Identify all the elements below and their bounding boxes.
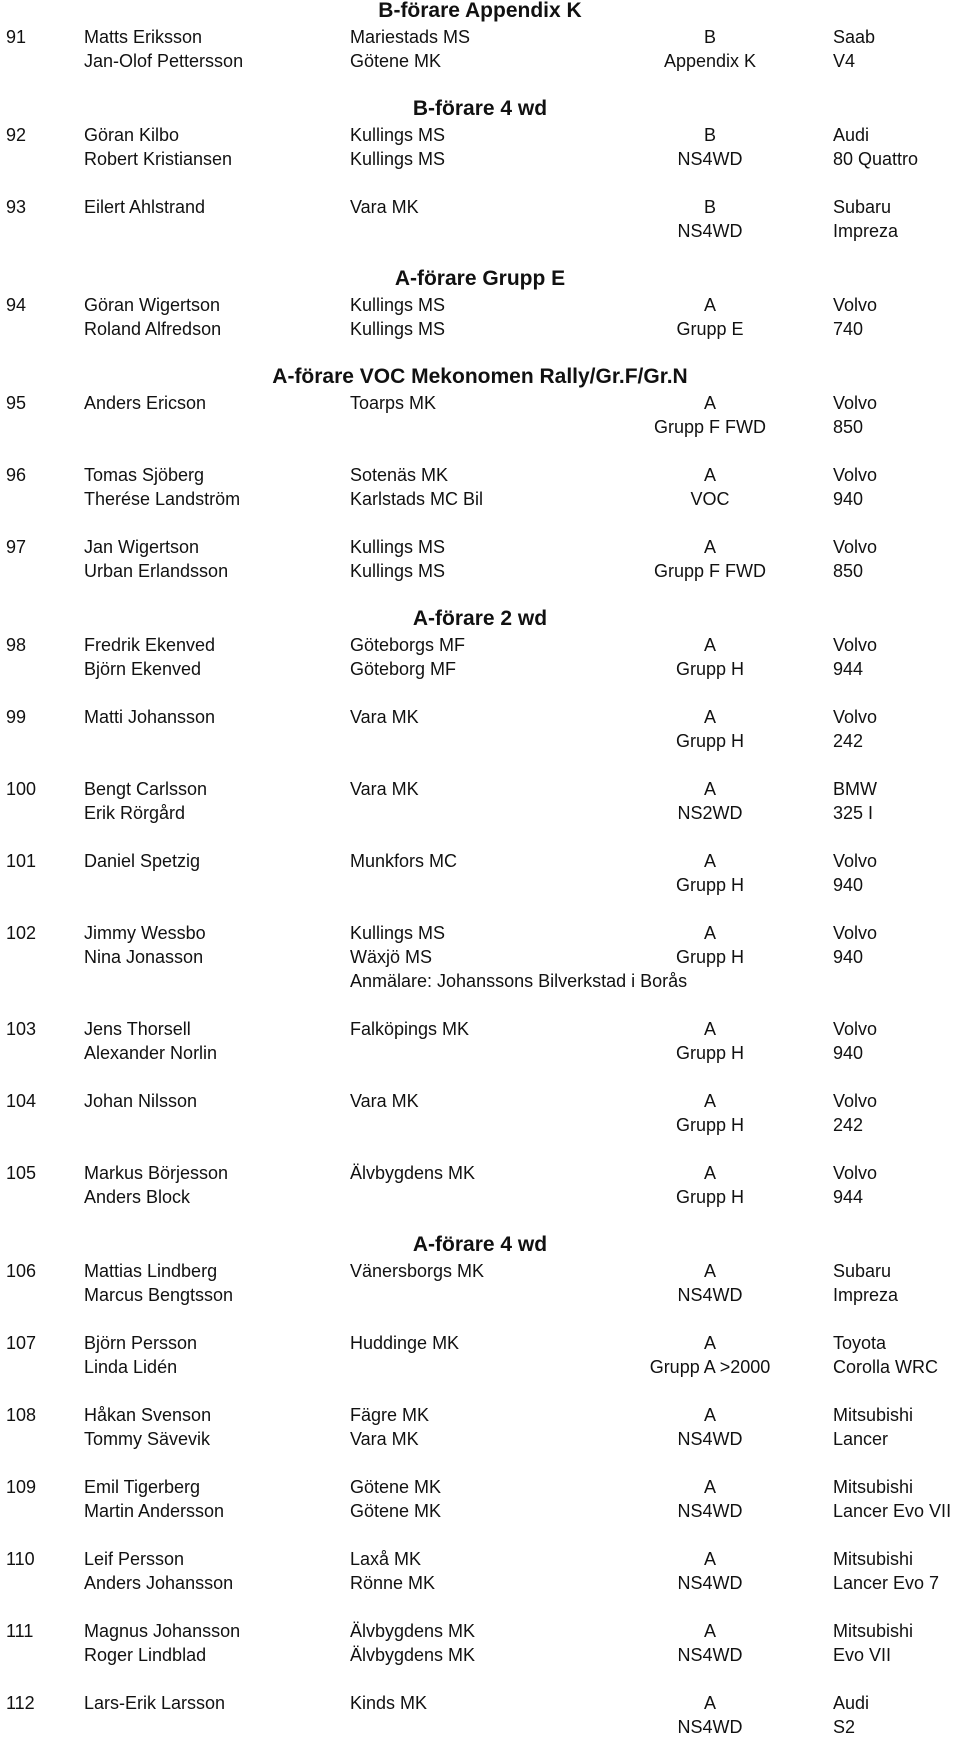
start-number: 94 <box>6 295 27 315</box>
driver-name: Jens Thorsell <box>84 1019 191 1039</box>
car-label: Impreza <box>833 221 899 241</box>
class-label: NS4WD <box>677 149 743 169</box>
car-label: 850 <box>833 561 864 581</box>
driver-name: Daniel Spetzig <box>84 851 201 871</box>
start-number: 105 <box>6 1163 37 1183</box>
codriver-name: Urban Erlandsson <box>84 561 229 581</box>
class-label: A <box>703 1405 716 1425</box>
entry-row <box>0 1547 960 1571</box>
codriver-name: Jan-Olof Pettersson <box>84 51 244 71</box>
entry-row <box>0 1691 960 1715</box>
driver-name: Göran Wigertson <box>84 295 221 315</box>
codriver-name: Björn Ekenved <box>84 659 202 679</box>
car-label: 940 <box>833 489 864 509</box>
class-label: NS4WD <box>677 1429 743 1449</box>
class-label: Grupp A >2000 <box>649 1357 771 1377</box>
entry-row <box>0 1041 960 1065</box>
car-label: Corolla WRC <box>833 1357 939 1377</box>
entry-row <box>0 1403 960 1427</box>
entry-row <box>0 1185 960 1209</box>
class-label: A <box>703 1163 716 1183</box>
club-name: Vara MK <box>350 197 419 217</box>
car-label: Subaru <box>833 197 892 217</box>
car-label: Mitsubishi <box>833 1405 914 1425</box>
start-number: 95 <box>6 393 27 413</box>
car-label: Volvo <box>833 465 878 485</box>
car-label: Volvo <box>833 707 878 727</box>
club-name: Wäxjö MS <box>350 947 433 967</box>
entry-row <box>0 873 960 897</box>
section-heading: A-förare Grupp E <box>394 267 566 290</box>
entry-row <box>0 1259 960 1283</box>
class-label: Grupp E <box>676 319 744 339</box>
entry-row <box>0 391 960 415</box>
car-label: Lancer <box>833 1429 889 1449</box>
codriver-name: Tommy Sävevik <box>84 1429 211 1449</box>
car-label: Impreza <box>833 1285 899 1305</box>
codriver-name: Robert Kristiansen <box>84 149 233 169</box>
club-name: Falköpings MK <box>350 1019 470 1039</box>
class-label: B <box>703 27 716 47</box>
club-name: Kullings MS <box>350 561 446 581</box>
entry-row <box>0 25 960 49</box>
car-label: 940 <box>833 1043 864 1063</box>
club-name: Älvbygdens MK <box>350 1621 476 1641</box>
club-name: Älvbygdens MK <box>350 1163 476 1183</box>
club-name: Mariestads MS <box>350 27 471 47</box>
club-name: Karlstads MC Bil <box>350 489 484 509</box>
codriver-name: Anders Johansson <box>84 1573 234 1593</box>
car-label: Audi <box>833 1693 870 1713</box>
class-label: A <box>703 1693 716 1713</box>
class-label: A <box>703 635 716 655</box>
start-number: 100 <box>6 779 37 799</box>
driver-name: Bengt Carlsson <box>84 779 208 799</box>
class-label: A <box>703 779 716 799</box>
driver-name: Jan Wigertson <box>84 537 200 557</box>
class-label: VOC <box>690 489 730 509</box>
driver-name: Björn Persson <box>84 1333 198 1353</box>
start-number: 104 <box>6 1091 37 1111</box>
codriver-name: Alexander Norlin <box>84 1043 218 1063</box>
start-number: 96 <box>6 465 27 485</box>
entry-row <box>0 921 960 945</box>
entry-row <box>0 317 960 341</box>
entry-row <box>0 1113 960 1137</box>
class-label: Grupp H <box>675 1115 745 1135</box>
class-label: A <box>703 393 716 413</box>
entry-row <box>0 147 960 171</box>
class-label: A <box>703 707 716 727</box>
club-name: Älvbygdens MK <box>350 1645 476 1665</box>
car-label: 740 <box>833 319 864 339</box>
class-label: A <box>703 1549 716 1569</box>
codriver-name: Martin Andersson <box>84 1501 225 1521</box>
codriver-name: Nina Jonasson <box>84 947 204 967</box>
start-number: 101 <box>6 851 37 871</box>
club-name: Göteborg MF <box>350 659 457 679</box>
club-name: Götene MK <box>350 51 442 71</box>
start-number: 103 <box>6 1019 37 1039</box>
start-number: 108 <box>6 1405 37 1425</box>
class-label: NS4WD <box>677 1717 743 1737</box>
section-heading: A-förare 4 wd <box>412 1233 548 1256</box>
club-name: Toarps MK <box>350 393 437 413</box>
driver-name: Anders Ericson <box>84 393 207 413</box>
entry-row <box>0 293 960 317</box>
car-label: Saab <box>833 27 876 47</box>
class-label: Grupp H <box>675 875 745 895</box>
start-number: 107 <box>6 1333 37 1353</box>
car-label: 940 <box>833 947 864 967</box>
entry-row <box>0 123 960 147</box>
club-name: Vara MK <box>350 1429 419 1449</box>
entry-row <box>0 1427 960 1451</box>
club-name: Götene MK <box>350 1477 442 1497</box>
driver-name: Eilert Ahlstrand <box>84 197 206 217</box>
entry-row <box>0 559 960 583</box>
car-label: Evo VII <box>833 1645 892 1665</box>
car-label: 850 <box>833 417 864 437</box>
driver-name: Matts Eriksson <box>84 27 203 47</box>
start-number: 98 <box>6 635 27 655</box>
entry-row <box>0 705 960 729</box>
start-number: 97 <box>6 537 27 557</box>
codriver-name: Erik Rörgård <box>84 803 186 823</box>
entry-row <box>0 463 960 487</box>
section-heading: A-förare 2 wd <box>412 607 548 630</box>
class-label: NS4WD <box>677 221 743 241</box>
codriver-name: Linda Lidén <box>84 1357 178 1377</box>
class-label: A <box>703 1019 716 1039</box>
car-label: Volvo <box>833 295 878 315</box>
class-label: A <box>703 923 716 943</box>
club-name: Kinds MK <box>350 1693 428 1713</box>
driver-name: Matti Johansson <box>84 707 216 727</box>
entry-row <box>0 1331 960 1355</box>
entry-row <box>0 487 960 511</box>
class-label: B <box>703 125 716 145</box>
club-name: Vänersborgs MK <box>350 1261 485 1281</box>
car-label: Mitsubishi <box>833 1477 914 1497</box>
start-number: 110 <box>6 1549 35 1569</box>
entry-row <box>0 657 960 681</box>
start-number: 91 <box>6 27 27 47</box>
class-label: A <box>703 295 716 315</box>
codriver-name: Anders Block <box>84 1187 191 1207</box>
club-name: Götene MK <box>350 1501 442 1521</box>
car-label: Volvo <box>833 393 878 413</box>
entry-row <box>0 535 960 559</box>
entry-row <box>0 1475 960 1499</box>
club-name: Huddinge MK <box>350 1333 460 1353</box>
entry-row <box>0 1089 960 1113</box>
section-heading: A-förare VOC Mekonomen Rally/Gr.F/Gr.N <box>272 365 688 388</box>
club-name: Fägre MK <box>350 1405 430 1425</box>
class-label: NS4WD <box>677 1573 743 1593</box>
class-label: Grupp H <box>675 1187 745 1207</box>
entry-row <box>0 415 960 439</box>
club-name: Vara MK <box>350 1091 419 1111</box>
car-label: 944 <box>833 659 864 679</box>
start-number: 111 <box>6 1621 34 1641</box>
start-number: 92 <box>6 125 27 145</box>
club-name: Vara MK <box>350 707 419 727</box>
driver-name: Lars-Erik Larsson <box>84 1693 226 1713</box>
entry-row <box>0 1643 960 1667</box>
car-label: Volvo <box>833 1091 878 1111</box>
entry-row <box>0 1619 960 1643</box>
start-number: 112 <box>6 1693 35 1713</box>
start-number: 106 <box>6 1261 37 1281</box>
car-label: Lancer Evo 7 <box>833 1573 940 1593</box>
driver-name: Emil Tigerberg <box>84 1477 201 1497</box>
club-name: Kullings MS <box>350 295 446 315</box>
class-label: Grupp F FWD <box>653 417 766 437</box>
club-name: Kullings MS <box>350 537 446 557</box>
club-name: Kullings MS <box>350 149 446 169</box>
start-number: 102 <box>6 923 37 943</box>
club-name: Kullings MS <box>350 319 446 339</box>
driver-name: Tomas Sjöberg <box>84 465 205 485</box>
car-label: Volvo <box>833 1019 878 1039</box>
class-label: A <box>703 1333 716 1353</box>
start-number: 109 <box>6 1477 37 1497</box>
entry-row <box>0 1499 960 1523</box>
entry-row <box>0 1017 960 1041</box>
club-name: Munkfors MC <box>350 851 458 871</box>
car-label: 325 I <box>833 803 874 823</box>
entry-row <box>0 729 960 753</box>
entry-row <box>0 1283 960 1307</box>
class-label: NS4WD <box>677 1645 743 1665</box>
driver-name: Håkan Svenson <box>84 1405 212 1425</box>
driver-name: Johan Nilsson <box>84 1091 198 1111</box>
class-label: A <box>703 537 716 557</box>
class-label: A <box>703 1091 716 1111</box>
car-label: Volvo <box>833 851 878 871</box>
codriver-name: Marcus Bengtsson <box>84 1285 234 1305</box>
driver-name: Magnus Johansson <box>84 1621 241 1641</box>
car-label: 242 <box>833 731 864 751</box>
driver-name: Leif Persson <box>84 1549 185 1569</box>
class-label: Grupp H <box>675 731 745 751</box>
car-label: Volvo <box>833 923 878 943</box>
entry-row <box>0 195 960 219</box>
entry-row <box>0 219 960 243</box>
car-label: 944 <box>833 1187 864 1207</box>
driver-name: Fredrik Ekenved <box>84 635 216 655</box>
class-label: A <box>703 1477 716 1497</box>
driver-name: Mattias Lindberg <box>84 1261 218 1281</box>
car-label: Subaru <box>833 1261 892 1281</box>
club-name: Kullings MS <box>350 125 446 145</box>
entry-row <box>0 1161 960 1185</box>
driver-name: Göran Kilbo <box>84 125 180 145</box>
class-label: A <box>703 1621 716 1641</box>
class-label: B <box>703 197 716 217</box>
club-name: Rönne MK <box>350 1573 436 1593</box>
entry-note-row <box>0 969 960 993</box>
section-heading: B-förare 4 wd <box>412 97 548 120</box>
class-label: Appendix K <box>663 51 757 71</box>
car-label: V4 <box>833 51 856 71</box>
entrant-note: Anmälare: Johanssons Bilverkstad i Borås <box>350 971 688 991</box>
club-name: Kullings MS <box>350 923 446 943</box>
car-label: 242 <box>833 1115 864 1135</box>
entry-row <box>0 945 960 969</box>
start-number: 99 <box>6 707 27 727</box>
club-name: Vara MK <box>350 779 419 799</box>
entry-row <box>0 1715 960 1739</box>
entry-row <box>0 777 960 801</box>
car-label: Volvo <box>833 635 878 655</box>
start-number: 93 <box>6 197 27 217</box>
class-label: Grupp H <box>675 1043 745 1063</box>
car-label: Lancer Evo VII <box>833 1501 952 1521</box>
class-label: Grupp H <box>675 659 745 679</box>
club-name: Sotenäs MK <box>350 465 449 485</box>
section-heading: B-förare Appendix K <box>378 0 582 22</box>
class-label: NS4WD <box>677 1501 743 1521</box>
codriver-name: Roger Lindblad <box>84 1645 207 1665</box>
class-label: NS2WD <box>677 803 743 823</box>
car-label: Toyota <box>833 1333 887 1353</box>
driver-name: Jimmy Wessbo <box>84 923 206 943</box>
entry-row <box>0 633 960 657</box>
entry-row <box>0 801 960 825</box>
car-label: Volvo <box>833 537 878 557</box>
car-label: 80 Quattro <box>833 149 919 169</box>
car-label: Mitsubishi <box>833 1549 914 1569</box>
car-label: Volvo <box>833 1163 878 1183</box>
car-label: 940 <box>833 875 864 895</box>
class-label: A <box>703 465 716 485</box>
entry-row <box>0 1571 960 1595</box>
club-name: Göteborgs MF <box>350 635 466 655</box>
driver-name: Markus Börjesson <box>84 1163 229 1183</box>
entry-row <box>0 1355 960 1379</box>
class-label: NS4WD <box>677 1285 743 1305</box>
car-label: S2 <box>833 1717 856 1737</box>
club-name: Laxå MK <box>350 1549 422 1569</box>
codriver-name: Therése Landström <box>84 489 241 509</box>
car-label: Mitsubishi <box>833 1621 914 1641</box>
entry-row <box>0 849 960 873</box>
codriver-name: Roland Alfredson <box>84 319 222 339</box>
class-label: A <box>703 1261 716 1281</box>
class-label: A <box>703 851 716 871</box>
entry-row <box>0 49 960 73</box>
class-label: Grupp H <box>675 947 745 967</box>
class-label: Grupp F FWD <box>653 561 766 581</box>
car-label: BMW <box>833 779 877 799</box>
car-label: Audi <box>833 125 870 145</box>
